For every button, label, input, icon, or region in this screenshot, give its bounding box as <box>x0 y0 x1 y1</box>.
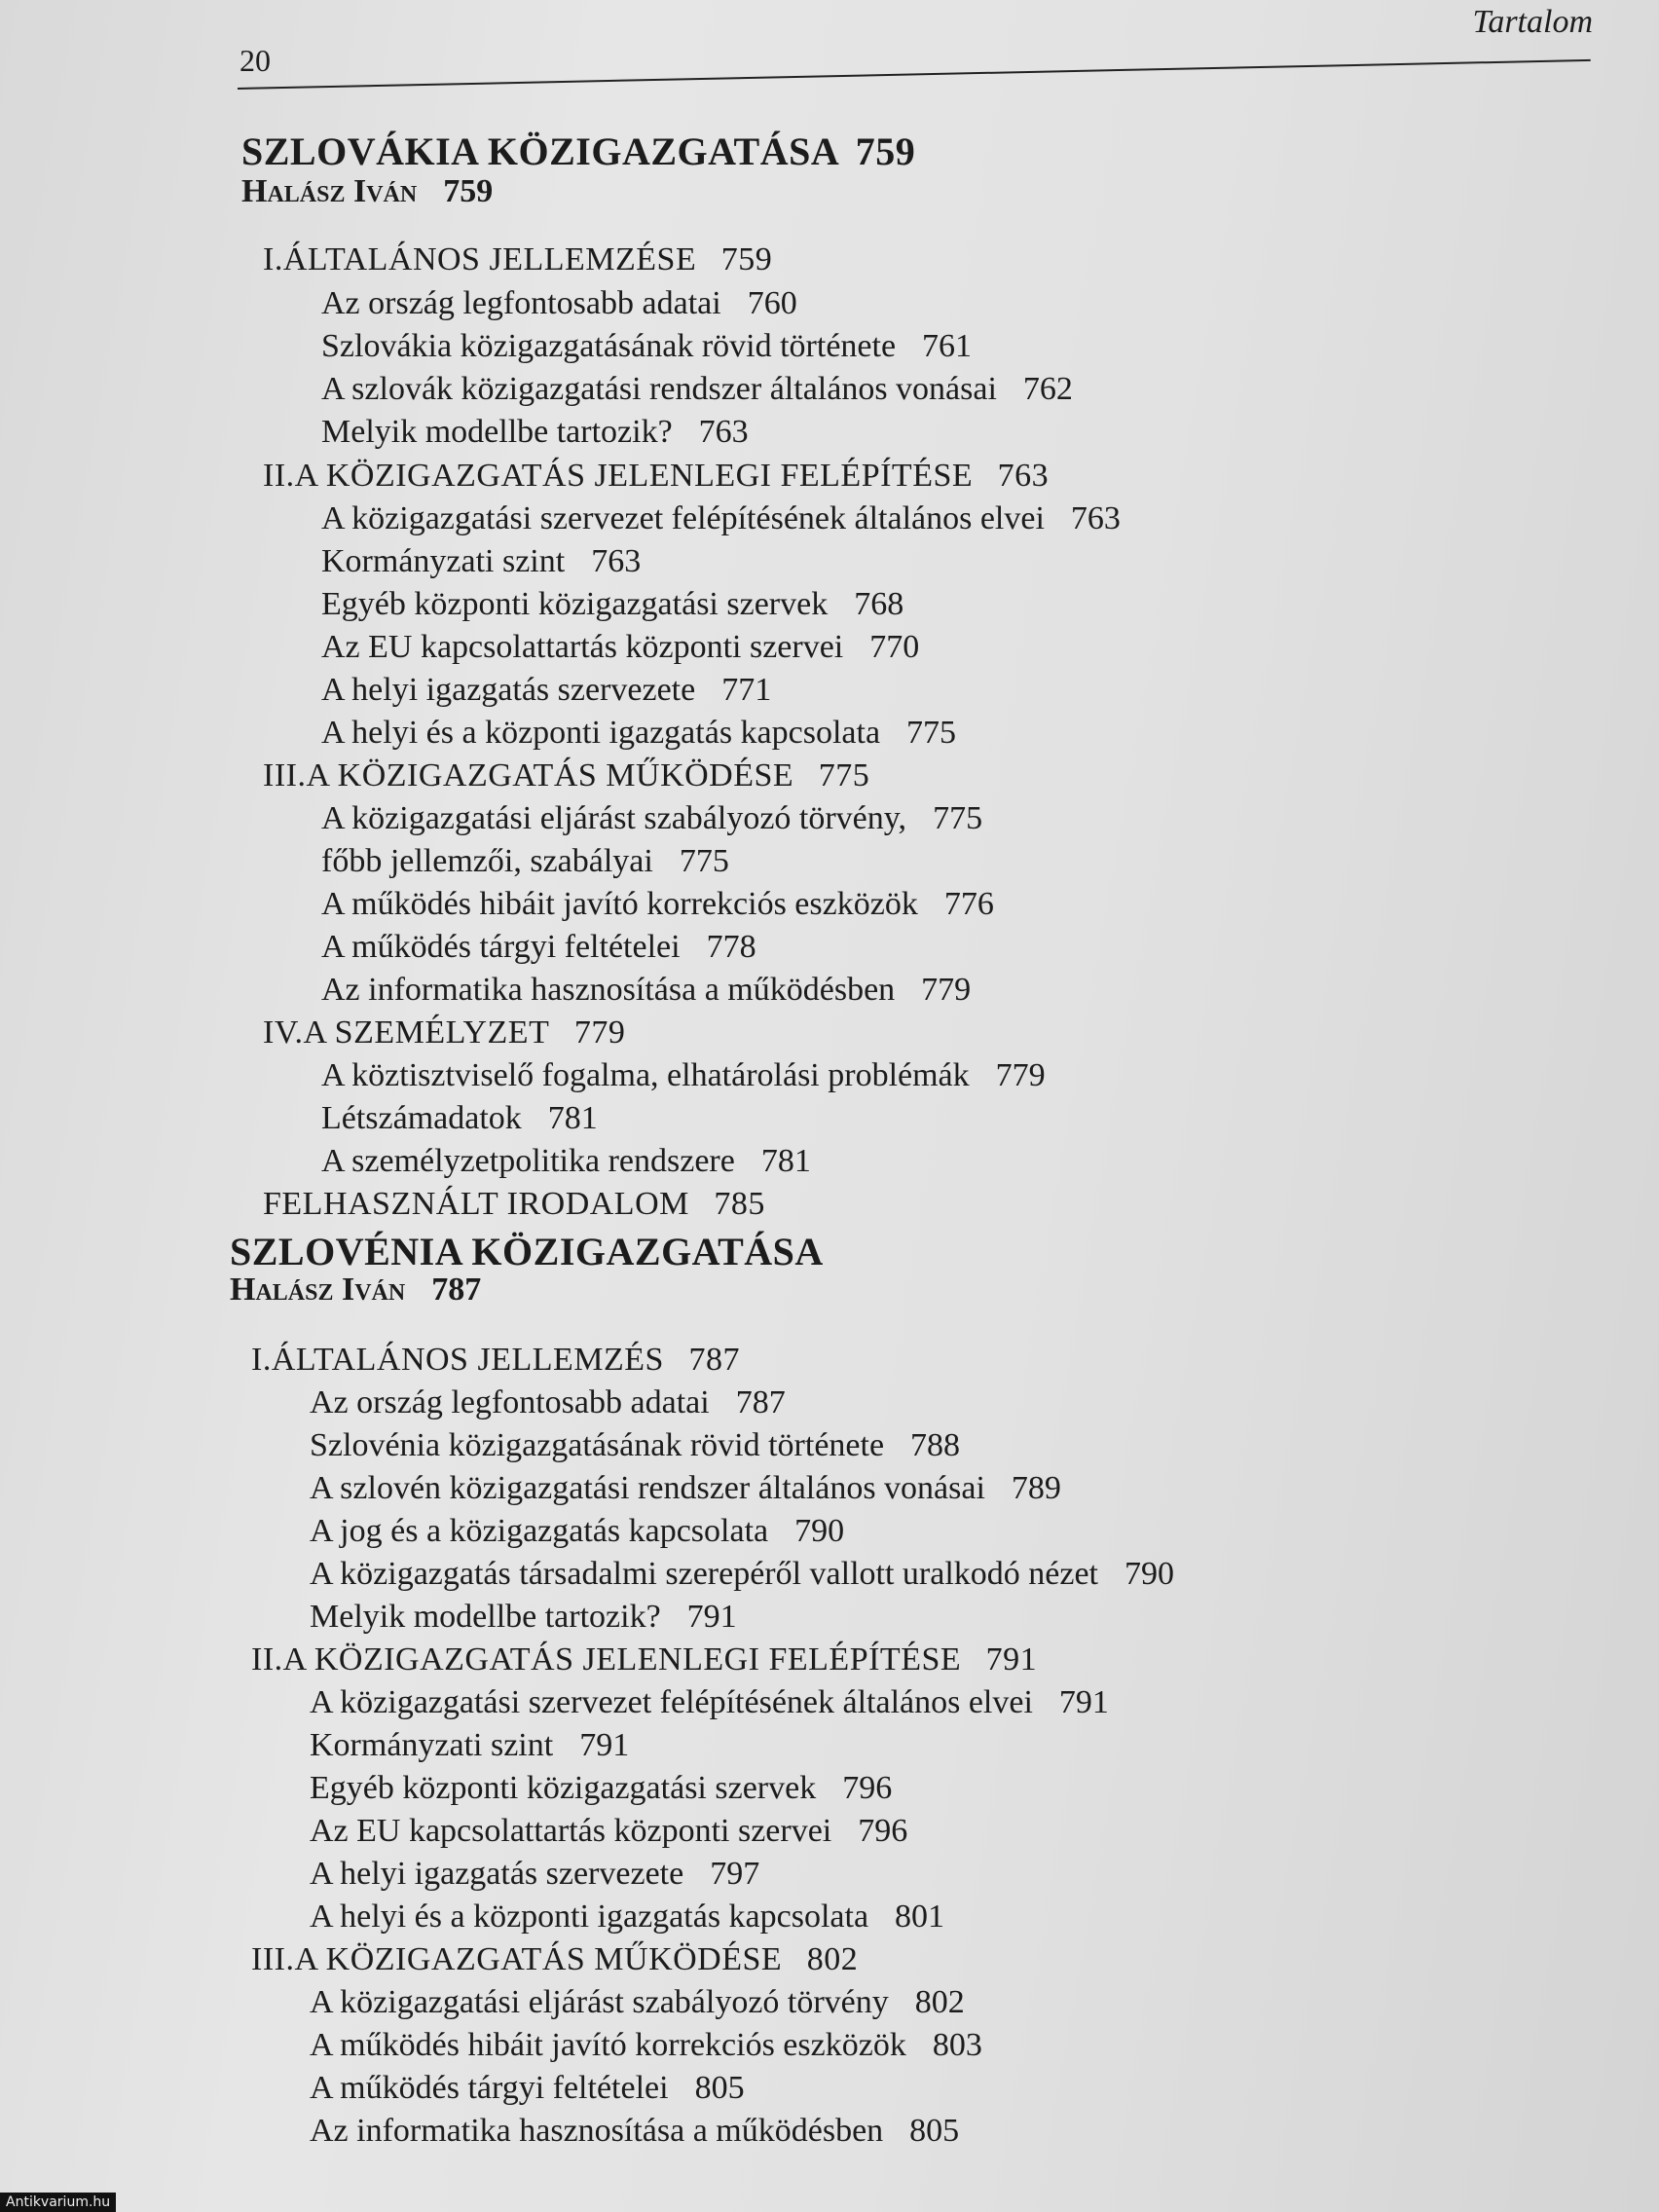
toc-entry-title: A személyzetpolitika rendszere <box>321 1143 735 1179</box>
toc-section-number: II. <box>263 458 295 494</box>
toc-entry-title: Halász Iván <box>241 173 418 209</box>
toc-page-number: 759 <box>855 129 916 173</box>
toc-page-number: 785 <box>714 1186 765 1222</box>
toc-entry-title: A SZEMÉLYZET <box>303 1014 550 1051</box>
toc-page-number: 761 <box>922 328 973 364</box>
toc-entry-title: FELHASZNÁLT IRODALOM <box>263 1186 689 1222</box>
running-title: Tartalom <box>1472 4 1593 40</box>
toc-section-number: I. <box>251 1342 272 1378</box>
toc-entry-title: A közigazgatás társadalmi szerepéről vallott uralkodó nézet <box>310 1556 1099 1592</box>
toc-page-number: 760 <box>747 285 797 321</box>
toc-entry-title: Az informatika hasznosítása a működésben <box>321 972 896 1008</box>
toc-page-number: 763 <box>698 414 749 450</box>
toc-entry-title: Az informatika hasznosítása a működésben <box>310 2113 884 2149</box>
toc-page-number: 776 <box>943 886 994 922</box>
toc-entry-title: A helyi és a központi igazgatás kapcsolata <box>321 715 881 751</box>
toc-page-number: 801 <box>895 1899 945 1935</box>
toc-page-number: 771 <box>721 672 772 708</box>
toc-entry-title: Szlovákia közigazgatásának rövid története <box>321 328 897 364</box>
toc-entry-title: A működés tárgyi feltételei <box>310 2070 669 2106</box>
toc-entry-title: A működés hibáit javító korrekciós eszközök <box>310 2027 906 2063</box>
toc-entry-title: Kormányzati szint <box>310 1727 554 1763</box>
toc-entry-title: A helyi igazgatás szervezete <box>310 1856 684 1892</box>
toc-entry-title: Létszámadatok <box>321 1100 522 1136</box>
toc-page-number: 790 <box>794 1513 845 1549</box>
toc-page-number: 759 <box>720 241 773 277</box>
toc-page-number: 791 <box>1058 1684 1109 1720</box>
toc-page-number: 779 <box>573 1014 626 1051</box>
toc-entry-title: Melyik modellbe tartozik? <box>321 414 673 450</box>
toc-page-number: 775 <box>906 715 957 751</box>
toc-entry-title: Melyik modellbe tartozik? <box>310 1599 661 1635</box>
toc-entry-title: A közigazgatási eljárást szabályozó törvény <box>310 1984 889 2020</box>
toc-page-number: 763 <box>591 543 642 579</box>
toc-page-number: 803 <box>932 2027 982 2063</box>
toc-entry-title: A működés hibáit javító korrekciós eszközök <box>321 886 918 922</box>
toc-page-number: 775 <box>818 757 870 793</box>
toc-entry-title: Az ország legfontosabb adatai <box>321 285 721 321</box>
toc-page-number: 796 <box>842 1770 893 1806</box>
toc-page-number: 802 <box>806 1941 859 1977</box>
toc-page-number: 805 <box>909 2113 960 2149</box>
toc-entry-title: A működés tárgyi feltételei <box>321 929 681 965</box>
toc-entry-title: A közigazgatási szervezet felépítésének általános elvei <box>310 1684 1033 1720</box>
toc-entry-title: Egyéb központi közigazgatási szervek <box>310 1770 817 1806</box>
toc-entry-title: A közigazgatási eljárást szabályozó törvény, <box>321 800 907 836</box>
page-number: 20 <box>240 43 271 78</box>
toc-section-number: II. <box>251 1641 283 1677</box>
toc-page-number: 787 <box>735 1384 786 1420</box>
toc-page-number: 778 <box>706 929 756 965</box>
toc-entry-title: A KÖZIGAZGATÁS JELENLEGI FELÉPÍTÉSE <box>294 458 974 494</box>
toc-page-number: 762 <box>1022 371 1073 407</box>
toc-entry-title: Az EU kapcsolattartás központi szervei <box>321 629 844 665</box>
toc-entry-title: A szlovák közigazgatási rendszer általános vonásai <box>321 371 997 407</box>
toc-page-number: 781 <box>547 1100 598 1136</box>
watermark: Antikvarium.hu <box>0 2193 116 2212</box>
toc-entry-title: főbb jellemzői, szabályai <box>321 843 653 879</box>
toc-section-number: I. <box>263 241 283 277</box>
toc-page-number: 805 <box>694 2070 745 2106</box>
toc-entry-title: A helyi és a központi igazgatás kapcsolata <box>310 1899 869 1935</box>
toc-entry-title: Az ország legfontosabb adatai <box>310 1384 710 1420</box>
toc-entry-title: Szlovénia közigazgatásának rövid története <box>310 1427 885 1463</box>
toc-entry-title: A köztisztviselő fogalma, elhatárolási problémák <box>321 1057 970 1093</box>
toc-page-number: 797 <box>710 1856 760 1892</box>
toc-entry-title: A KÖZIGAZGATÁS MŰKÖDÉSE <box>306 757 794 793</box>
toc-section-number: III. <box>263 757 307 793</box>
toc-entry-title: Kormányzati szint <box>321 543 566 579</box>
toc-page-number: 791 <box>686 1599 737 1635</box>
toc-page-number: 763 <box>1070 500 1121 536</box>
toc-entry-title: A jog és a közigazgatás kapcsolata <box>310 1513 769 1549</box>
toc-page-number: 779 <box>921 972 972 1008</box>
toc-page-number: 791 <box>579 1727 630 1763</box>
toc-page-number: 796 <box>858 1813 908 1849</box>
toc-entry-title: Halász Iván <box>230 1272 406 1308</box>
toc-page-number: 775 <box>679 843 729 879</box>
toc-entry-title: SZLOVÉNIA KÖZIGAZGATÁSA <box>230 1230 824 1273</box>
toc-page-number: 789 <box>1011 1470 1061 1506</box>
toc-page-number: 770 <box>869 629 920 665</box>
toc-page-number: 787 <box>688 1342 740 1378</box>
toc-entry-title: Egyéb központi közigazgatási szervek <box>321 586 829 622</box>
toc-entry-title: A szlovén közigazgatási rendszer általános vonásai <box>310 1470 985 1506</box>
toc-page-number: 802 <box>914 1984 965 2020</box>
toc-page-number: 779 <box>995 1057 1046 1093</box>
toc-page-number: 763 <box>997 458 1050 494</box>
toc-page-number: 775 <box>933 800 983 836</box>
toc-page-number: 759 <box>443 173 494 209</box>
toc-page-number: 790 <box>1124 1556 1175 1592</box>
toc-section-number: III. <box>251 1941 295 1977</box>
toc-entry-title: A KÖZIGAZGATÁS MŰKÖDÉSE <box>294 1941 783 1977</box>
toc-entry-title: ÁLTALÁNOS JELLEMZÉSE <box>282 241 697 277</box>
toc-page-number: 791 <box>985 1641 1038 1677</box>
toc-page-number: 781 <box>760 1143 811 1179</box>
toc-entry-title: A közigazgatási szervezet felépítésének általános elvei <box>321 500 1045 536</box>
toc-entry-title: Az EU kapcsolattartás központi szervei <box>310 1813 832 1849</box>
toc-entry-title: A helyi igazgatás szervezete <box>321 672 696 708</box>
toc-page-number: 788 <box>910 1427 961 1463</box>
toc-entry-title: A KÖZIGAZGATÁS JELENLEGI FELÉPÍTÉSE <box>282 1641 962 1677</box>
toc-section-number: IV. <box>263 1014 304 1051</box>
toc-entry-title: SZLOVÁKIA KÖZIGAZGATÁSA <box>241 129 840 173</box>
toc-page-number: 768 <box>854 586 904 622</box>
bleed-through-text <box>1051 88 1655 2132</box>
toc-page-number: 787 <box>431 1272 482 1308</box>
toc-entry-title: ÁLTALÁNOS JELLEMZÉS <box>271 1342 664 1378</box>
header-rule <box>238 59 1591 90</box>
